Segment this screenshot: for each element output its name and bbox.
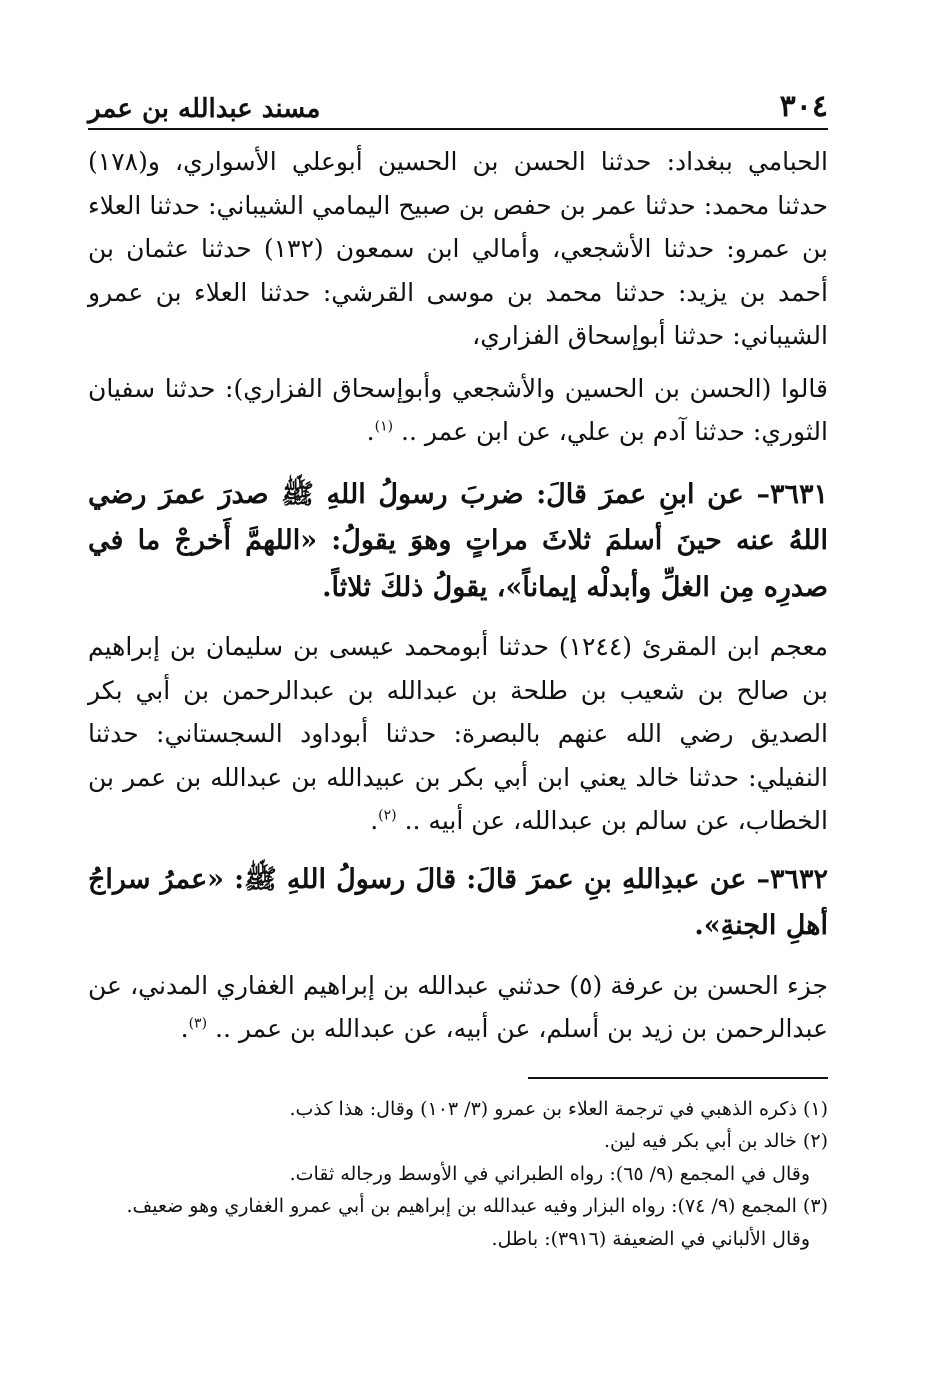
running-header <box>88 86 828 130</box>
paragraph-text: معجم ابن المقرئ (١٢٤٤) حدثنا أبومحمد عيسى بن سليمان بن إبراهيم بن صالح بن شعيب بن طلحة بن عبدالله بن عبدالرحمن بن أبي بكر الصديق رضي الله عنهم بالبصرة: حدثنا أبوداود السجستاني: حدثنا النفيلي: حدثنا خالد يعني ابن أبي بكر بن عبيدالله بن عبدالله بن عمر بن الخطاب، عن سالم بن عبدالله، عن أبيه .. <box>88 632 828 835</box>
hadith-3631 <box>88 472 828 612</box>
hadith-text: ٣٦٣١– عن ابنِ عمرَ قالَ: ضربَ رسولُ اللهِ ﷺ صدرَ عمرَ رضي اللهُ عنه حينَ أسلمَ ثلاثَ مراتٍ وهوَ يقولُ: «اللهمَّ أَخرجْ ما في صدرِه مِن الغلِّ وأبدلْه إيماناً»، يقولُ ذلكَ ثلاثاً. <box>88 478 828 603</box>
footnote-2: (٢) خالد بن أبي بكر فيه لين. <box>603 1130 828 1152</box>
paragraph-isnad-4 <box>88 964 828 1051</box>
footnote-separator <box>528 1077 828 1079</box>
paragraph-text: جزء الحسن بن عرفة (٥) حدثني عبدالله بن إبراهيم الغفاري المدني، عن عبدالرحمن بن زيد بن أسلم، عن أبيه، عن عبدالله بن عمر .. <box>88 970 828 1043</box>
document-page <box>88 86 828 1255</box>
footnote-3: (٣) المجمع (٩/ ٧٤): رواه البزار وفيه عبدالله بن إبراهيم بن أبي عمرو الغفاري وهو ضعيف. <box>126 1195 828 1217</box>
footnote-2-continued: وقال في المجمع (٩/ ٦٥): رواه الطبراني في الأوسط ورجاله ثقات. <box>289 1162 810 1185</box>
paragraph-text: قالوا (الحسن بن الحسين والأشجعي وأبوإسحاق الفزاري): حدثنا سفيان الثوري: حدثنا آدم بن علي، عن ابن عمر .. <box>88 373 828 446</box>
paragraph-isnad-1 <box>88 140 828 358</box>
hadith-3632 <box>88 857 828 950</box>
hadith-text: ٣٦٣٢– عن عبدِاللهِ بنِ عمرَ قالَ: قالَ رسولُ اللهِ ﷺ: «عمرُ سراجُ أهلِ الجنةِ». <box>88 863 828 941</box>
trailing-dot: . <box>370 806 379 835</box>
trailing-dot: . <box>366 417 375 446</box>
footnote-ref-1[interactable]: (١) <box>374 418 394 435</box>
footnotes <box>88 1093 828 1256</box>
paragraph-isnad-3 <box>88 625 828 843</box>
footnote-1: (١) ذكره الذهبي في ترجمة العلاء بن عمرو (٣/ ١٠٣) وقال: هذا كذب. <box>289 1097 828 1120</box>
footnote-ref-3[interactable]: (٣) <box>188 1015 208 1032</box>
trailing-dot: . <box>180 1014 189 1043</box>
paragraph-text: الحبامي ببغداد: حدثنا الحسن بن الحسين أبوعلي الأسواري، و(١٧٨) حدثنا محمد: حدثنا عمر بن حفص بن صبيح اليمامي الشيباني: حدثنا العلاء بن عمرو: حدثنا الأشجعي، وأمالي ابن سمعون (١٣٢) حدثنا عثمان بن أحمد بن يزيد: حدثنا محمد بن موسى القرشي: حدثنا العلاء بن عمرو الشيباني: حدثنا أبوإسحاق الفزاري، <box>88 147 828 350</box>
book-title: مسند عبدالله بن عمر <box>88 94 321 124</box>
footnote-ref-2[interactable]: (٢) <box>378 807 397 824</box>
main-text <box>88 140 828 1051</box>
footnote-3-continued: وقال الألباني في الضعيفة (٣٩١٦): باطل. <box>491 1227 810 1250</box>
paragraph-isnad-2 <box>88 367 828 454</box>
page-number: ٣٠٤ <box>779 89 828 124</box>
